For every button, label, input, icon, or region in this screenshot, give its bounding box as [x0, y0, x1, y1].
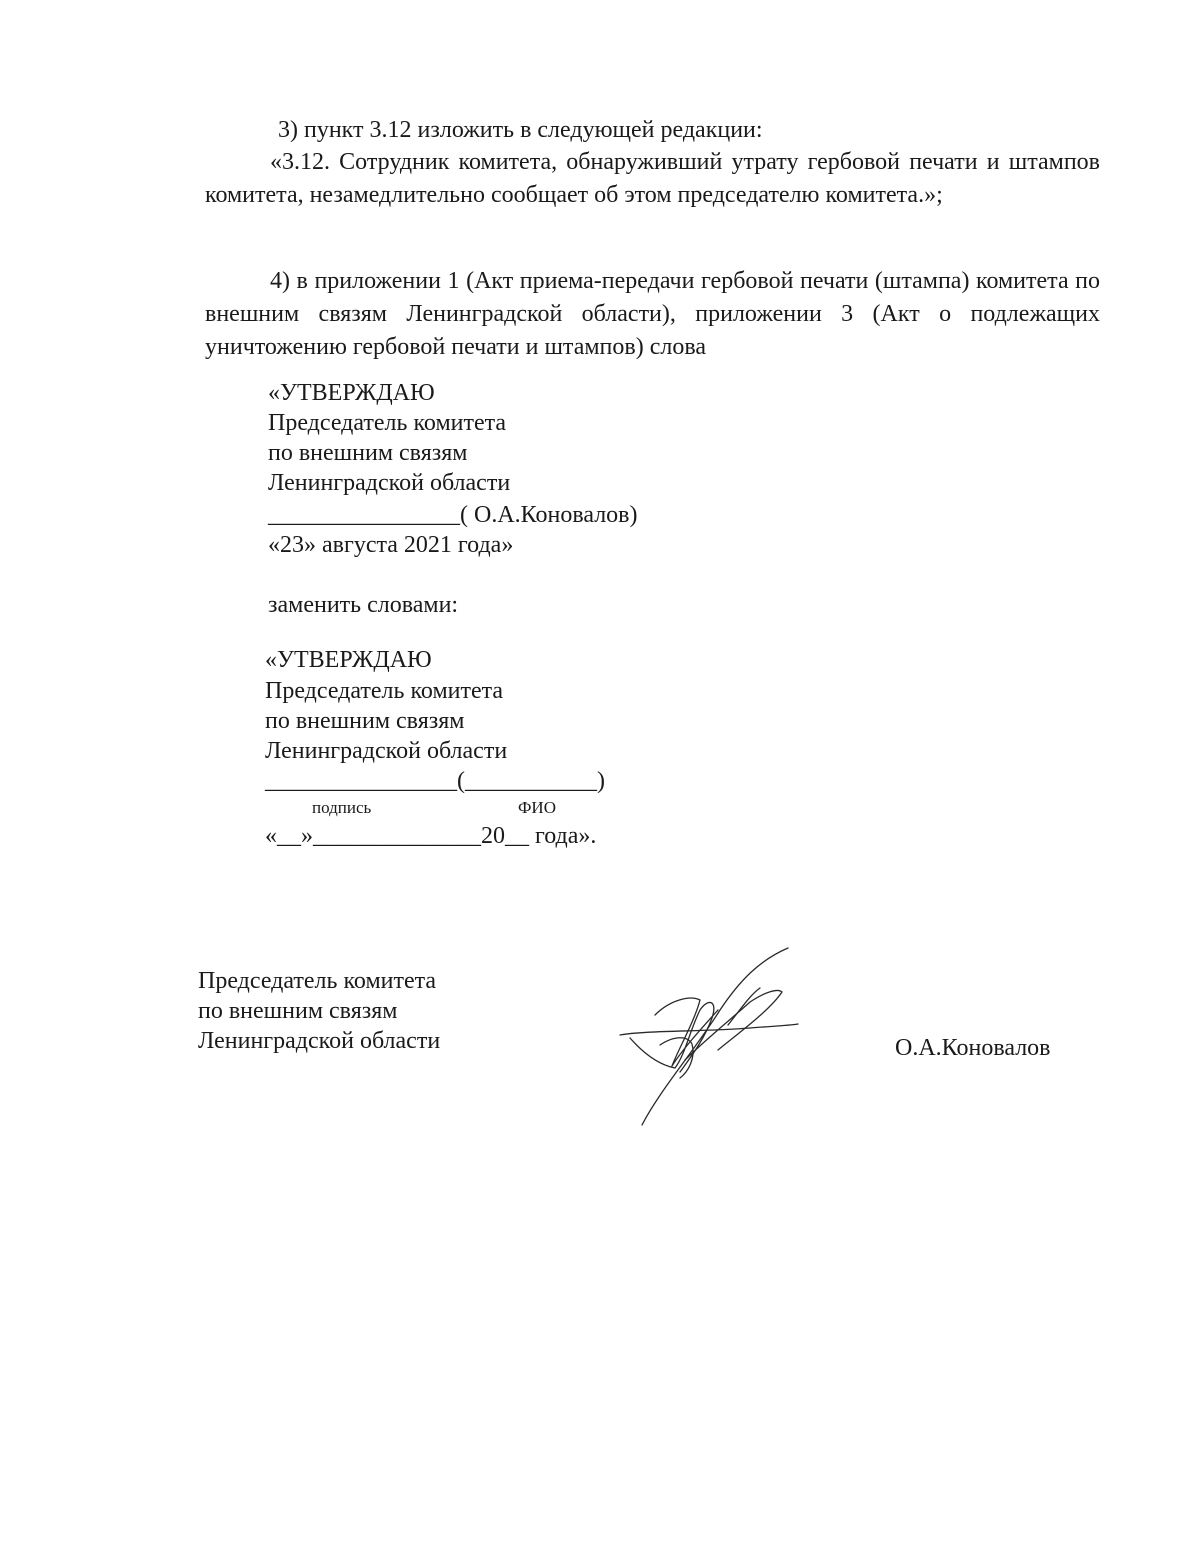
footer-position-line1: Председатель комитета — [198, 968, 437, 994]
new-position-line: Председатель комитета — [265, 678, 504, 704]
new-region-line: Ленинградской области — [265, 738, 508, 764]
old-signature-line: ________________( О.А.Коновалов) — [268, 502, 638, 528]
new-signature-line: ________________(___________) — [265, 768, 605, 794]
item4-text: 4) в приложении 1 (Акт приема-передачи гербовой печати (штампа) комитета по внешним связям Ленинградской области), приложении 3 (Акт о подлежащих уничтожению гербовой печати и штампов) слова — [205, 268, 1100, 360]
item3-text: «3.12. Сотрудник комитета, обнаруживший утрату гербовой печати и штампов комитета, незамедлительно сообщает об этом председателю комитета.»; — [205, 149, 1100, 208]
new-approve-title: «УТВЕРЖДАЮ — [265, 647, 432, 673]
caption-signature: подпись — [312, 798, 372, 817]
new-date-line: «__»______________20__ года». — [265, 823, 597, 849]
caption-name: ФИО — [518, 798, 556, 817]
new-committee-line: по внешним связям — [265, 708, 465, 734]
handwritten-signature — [600, 940, 820, 1130]
item3-heading: 3) пункт 3.12 изложить в следующей редакции: — [278, 117, 763, 143]
old-region-line: Ленинградской области — [268, 470, 511, 496]
old-approve-title: «УТВЕРЖДАЮ — [268, 380, 435, 406]
old-position-line: Председатель комитета — [268, 410, 507, 436]
footer-position-line2: по внешним связям — [198, 998, 398, 1024]
footer-signer-name: О.А.Коновалов — [895, 1035, 1051, 1061]
replace-phrase: заменить словами: — [268, 592, 459, 618]
old-committee-line: по внешним связям — [268, 440, 468, 466]
old-date-line: «23» августа 2021 года» — [268, 532, 514, 558]
footer-position-line3: Ленинградской области — [198, 1028, 441, 1054]
